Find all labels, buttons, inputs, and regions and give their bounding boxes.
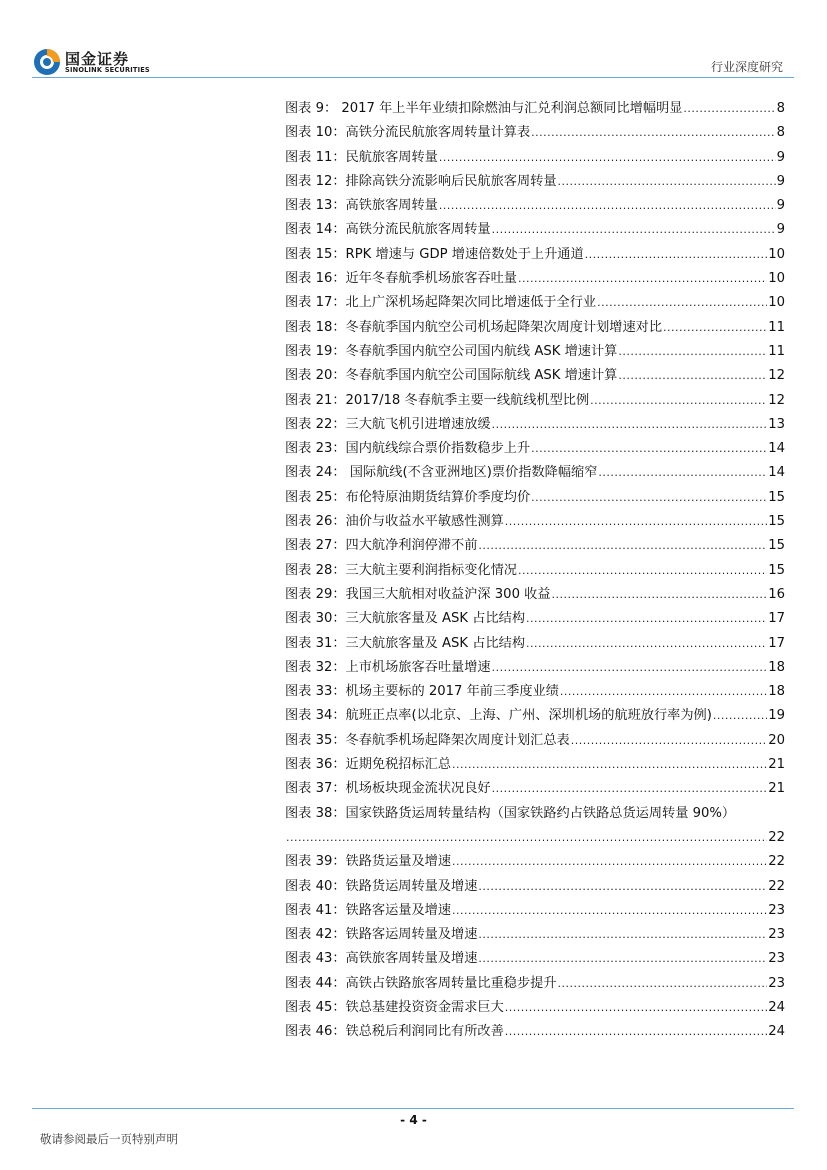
toc-leader-dots bbox=[531, 121, 775, 145]
toc-entry-title: 图表 38：国家铁路货运周转量结构（国家铁路约占铁路总货运周转量 90%） bbox=[285, 805, 736, 821]
toc-entry[interactable] bbox=[285, 218, 785, 242]
toc-entry[interactable] bbox=[285, 947, 785, 971]
toc-entry-page: 14 bbox=[768, 441, 785, 457]
toc-entry-title: 图表 30：三大航旅客量及 ASK 占比结构 bbox=[285, 611, 526, 627]
toc-leader-dots bbox=[452, 753, 767, 777]
toc-leader-dots bbox=[478, 923, 767, 947]
company-logo bbox=[32, 47, 172, 79]
toc-leader-dots bbox=[618, 364, 767, 388]
toc-entry-title: 图表 14：高铁分流民航旅客周转量 bbox=[285, 222, 491, 238]
toc-entry-title: 图表 45：铁总基建投资资金需求巨大 bbox=[285, 999, 504, 1015]
toc-entry-title: 图表 9： 2017 年上半年业绩扣除燃油与汇兑利润总额同比增幅明显 bbox=[285, 101, 683, 116]
toc-entry-page: 22 bbox=[768, 878, 785, 894]
sinolink-logo-icon bbox=[32, 47, 62, 77]
toc-entry-page: 17 bbox=[768, 611, 785, 627]
toc-entry-page: 23 bbox=[768, 927, 785, 943]
toc-entry[interactable] bbox=[285, 802, 785, 851]
toc-entry-page: 16 bbox=[768, 586, 785, 602]
toc-entry-title: 图表 12：排除高铁分流影响后民航旅客周转量 bbox=[285, 173, 557, 189]
footer-disclaimer: 敬请参阅最后一页特别声明 bbox=[40, 1132, 178, 1146]
toc-leader-dots bbox=[478, 875, 767, 899]
toc-entry[interactable] bbox=[285, 680, 785, 704]
toc-leader-dots bbox=[683, 97, 775, 121]
toc-entry[interactable] bbox=[285, 729, 785, 753]
toc-entry[interactable] bbox=[285, 850, 785, 874]
toc-entry[interactable] bbox=[285, 146, 785, 170]
toc-entry-title: 图表 21：2017/18 冬春航季主要一线航线机型比例 bbox=[285, 392, 590, 408]
toc-entry[interactable] bbox=[285, 267, 785, 291]
toc-leader-dots bbox=[558, 972, 768, 996]
toc-entry-page: 22 bbox=[768, 829, 785, 845]
toc-entry-title: 图表 40：铁路货运周转量及增速 bbox=[285, 878, 478, 894]
toc-entry-page: 9 bbox=[776, 222, 785, 238]
header-divider bbox=[32, 77, 794, 78]
toc-entry[interactable] bbox=[285, 996, 785, 1020]
toc-entry-page: 19 bbox=[768, 708, 785, 724]
toc-entry[interactable] bbox=[285, 316, 785, 340]
toc-entry-title: 图表 32：上市机场旅客吞吐量增速 bbox=[285, 659, 491, 675]
toc-entry-title: 图表 13：高铁旅客周转量 bbox=[285, 198, 438, 214]
toc-entry-page: 9 bbox=[776, 173, 785, 189]
toc-entry-title: 图表 37：机场板块现金流状况良好 bbox=[285, 781, 491, 797]
footer-divider bbox=[32, 1108, 794, 1109]
toc-entry-title: 图表 39：铁路货运量及增速 bbox=[285, 854, 452, 870]
toc-entry-title: 图表 25：布伦特原油期货结算价季度均价 bbox=[285, 489, 531, 505]
toc-entry-page: 10 bbox=[768, 271, 785, 287]
toc-leader-dots bbox=[286, 826, 767, 850]
toc-entry-title: 图表 36：近期免税招标汇总 bbox=[285, 757, 452, 773]
toc-entry-page: 15 bbox=[768, 489, 785, 505]
toc-entry-title: 图表 46：铁总税后利润同比有所改善 bbox=[285, 1024, 504, 1040]
toc-leader-dots bbox=[618, 340, 767, 364]
toc-entry-page: 15 bbox=[768, 514, 785, 530]
toc-entry[interactable] bbox=[285, 170, 785, 194]
toc-entry-page: 21 bbox=[768, 781, 785, 797]
toc-leader-dots bbox=[439, 194, 776, 218]
toc-entry[interactable] bbox=[285, 510, 785, 534]
toc-leader-dots bbox=[505, 996, 767, 1020]
toc-leader-dots bbox=[558, 170, 776, 194]
toc-leader-dots bbox=[526, 632, 767, 656]
toc-entry-title: 图表 27：四大航净利润停滞不前 bbox=[285, 538, 478, 554]
toc-entry-title: 图表 19：冬春航季国内航空公司国内航线 ASK 增速计算 bbox=[285, 343, 618, 359]
toc-leader-dots bbox=[598, 461, 767, 485]
toc-entry-page: 20 bbox=[768, 732, 785, 748]
toc-leader-dots bbox=[531, 437, 767, 461]
toc-leader-dots bbox=[663, 316, 767, 340]
toc-entry-page: 15 bbox=[768, 538, 785, 554]
toc-entry-title: 图表 15：RPK 增速与 GDP 增速倍数处于上升通道 bbox=[285, 246, 584, 262]
toc-entry[interactable] bbox=[285, 777, 785, 801]
toc-leader-dots bbox=[452, 899, 767, 923]
toc-leader-dots bbox=[505, 1020, 767, 1044]
toc-entry[interactable] bbox=[285, 340, 785, 364]
toc-entry-title: 图表 28：三大航主要利润指标变化情况 bbox=[285, 562, 517, 578]
toc-leader-dots bbox=[560, 680, 767, 704]
toc-entry[interactable] bbox=[285, 875, 785, 899]
toc-entry-page: 8 bbox=[776, 125, 785, 141]
toc-entry-title: 图表 44：高铁占铁路旅客周转量比重稳步提升 bbox=[285, 975, 557, 991]
toc-entry-title: 图表 20：冬春航季国内航空公司国际航线 ASK 增速计算 bbox=[285, 368, 618, 384]
toc-entry[interactable] bbox=[285, 437, 785, 461]
toc-entry[interactable] bbox=[285, 364, 785, 388]
report-type: 行业深度研究 bbox=[710, 60, 783, 74]
toc-entry[interactable] bbox=[285, 753, 785, 777]
toc-entry-page: 22 bbox=[768, 854, 785, 870]
page-number: - 4 - bbox=[400, 1113, 427, 1127]
toc-leader-dots bbox=[452, 850, 767, 874]
toc-entry-page: 21 bbox=[768, 757, 785, 773]
toc-leader-dots bbox=[478, 947, 767, 971]
toc-leader-dots bbox=[492, 413, 768, 437]
toc-entry-page: 13 bbox=[768, 416, 785, 432]
toc-entry-title: 图表 16：近年冬春航季机场旅客吞吐量 bbox=[285, 271, 517, 287]
toc-entry-page: 11 bbox=[768, 343, 785, 359]
toc-entry[interactable] bbox=[285, 583, 785, 607]
toc-leader-dots bbox=[478, 534, 767, 558]
toc-entry-title: 图表 26：油价与收益水平敏感性测算 bbox=[285, 514, 504, 530]
toc-entry-title: 图表 33：机场主要标的 2017 年前三季度业绩 bbox=[285, 684, 559, 700]
toc-leader-dots bbox=[492, 777, 768, 801]
toc-entry-page: 9 bbox=[776, 149, 785, 165]
toc-leader-dots bbox=[492, 656, 768, 680]
toc-leader-dots bbox=[505, 510, 767, 534]
logo-chinese-name: 国金证券 bbox=[65, 50, 130, 68]
toc-entry-title: 图表 35：冬春航季机场起降架次周度计划汇总表 bbox=[285, 732, 570, 748]
toc-leader-dots bbox=[439, 146, 776, 170]
toc-entry-title: 图表 43：高铁旅客周转量及增速 bbox=[285, 951, 478, 967]
toc-entry[interactable] bbox=[285, 632, 785, 656]
toc-entry-page: 12 bbox=[768, 392, 785, 408]
toc-leader-dots bbox=[518, 267, 767, 291]
toc-entry-page: 9 bbox=[776, 198, 785, 214]
toc-entry-title: 图表 18：冬春航季国内航空公司机场起降架次周度计划增速对比 bbox=[285, 319, 663, 335]
toc-entry-page: 10 bbox=[768, 246, 785, 262]
toc-entry[interactable] bbox=[285, 461, 785, 485]
toc-entry-page: 23 bbox=[768, 975, 785, 991]
toc-entry-title: 图表 11：民航旅客周转量 bbox=[285, 149, 438, 165]
toc-entry-page: 23 bbox=[768, 902, 785, 918]
toc-entry-page: 24 bbox=[768, 999, 785, 1015]
toc-entry-page: 11 bbox=[768, 319, 785, 335]
toc-entry-page: 17 bbox=[768, 635, 785, 651]
toc-entry-page: 8 bbox=[776, 101, 785, 116]
toc-leader-dots bbox=[585, 243, 768, 267]
toc-entry-title: 图表 17：北上广深机场起降架次同比增速低于全行业 bbox=[285, 295, 597, 311]
logo-english-name: SINOLINK SECURITIES bbox=[65, 66, 150, 74]
toc-entry[interactable] bbox=[285, 534, 785, 558]
toc-entry-page: 24 bbox=[768, 1024, 785, 1040]
toc-leader-dots bbox=[713, 704, 767, 728]
toc-entry[interactable] bbox=[285, 656, 785, 680]
toc-entry[interactable] bbox=[285, 486, 785, 510]
toc-entry[interactable] bbox=[285, 389, 785, 413]
toc-entry-page: 23 bbox=[768, 951, 785, 967]
toc-leader-dots bbox=[526, 607, 767, 631]
toc-entry-page: 12 bbox=[768, 368, 785, 384]
toc-entry-title: 图表 41：铁路客运量及增速 bbox=[285, 902, 452, 918]
toc-entry[interactable] bbox=[285, 607, 785, 631]
toc-entry-title: 图表 42：铁路客运周转量及增速 bbox=[285, 927, 478, 943]
figure-table-of-contents bbox=[285, 97, 785, 1045]
toc-entry-page: 10 bbox=[768, 295, 785, 311]
toc-leader-dots bbox=[531, 486, 767, 510]
toc-entry-title: 图表 23：国内航线综合票价指数稳步上升 bbox=[285, 441, 531, 457]
toc-entry[interactable] bbox=[285, 243, 785, 267]
toc-entry-title: 图表 29：我国三大航相对收益沪深 300 收益 bbox=[285, 586, 551, 602]
toc-entry[interactable] bbox=[285, 704, 785, 728]
toc-leader-dots bbox=[552, 583, 768, 607]
toc-entry[interactable] bbox=[285, 1020, 785, 1044]
toc-entry-page: 18 bbox=[768, 659, 785, 675]
toc-entry-title: 图表 34：航班正点率(以北京、上海、广州、深圳机场的航班放行率为例) bbox=[285, 708, 712, 724]
toc-entry[interactable] bbox=[285, 97, 785, 121]
toc-entry[interactable] bbox=[285, 559, 785, 583]
toc-leader-dots bbox=[518, 559, 767, 583]
toc-entry-page: 14 bbox=[768, 465, 785, 481]
toc-leader-dots bbox=[590, 389, 767, 413]
toc-entry[interactable] bbox=[285, 899, 785, 923]
toc-entry[interactable] bbox=[285, 413, 785, 437]
toc-entry-title: 图表 22：三大航飞机引进增速放缓 bbox=[285, 416, 491, 432]
toc-leader-dots bbox=[492, 218, 776, 242]
toc-entry-title: 图表 10：高铁分流民航旅客周转量计算表 bbox=[285, 125, 531, 141]
page-header bbox=[0, 0, 827, 80]
toc-entry[interactable] bbox=[285, 291, 785, 315]
toc-leader-dots bbox=[571, 729, 767, 753]
toc-entry[interactable] bbox=[285, 121, 785, 145]
toc-entry-page: 18 bbox=[768, 684, 785, 700]
toc-entry-title: 图表 24： 国际航线(不含亚洲地区)票价指数降幅缩窄 bbox=[285, 465, 598, 481]
toc-entry-page: 15 bbox=[768, 562, 785, 578]
toc-entry[interactable] bbox=[285, 923, 785, 947]
toc-entry-title: 图表 31：三大航旅客量及 ASK 占比结构 bbox=[285, 635, 526, 651]
toc-entry[interactable] bbox=[285, 194, 785, 218]
toc-entry[interactable] bbox=[285, 972, 785, 996]
toc-leader-dots bbox=[597, 291, 767, 315]
